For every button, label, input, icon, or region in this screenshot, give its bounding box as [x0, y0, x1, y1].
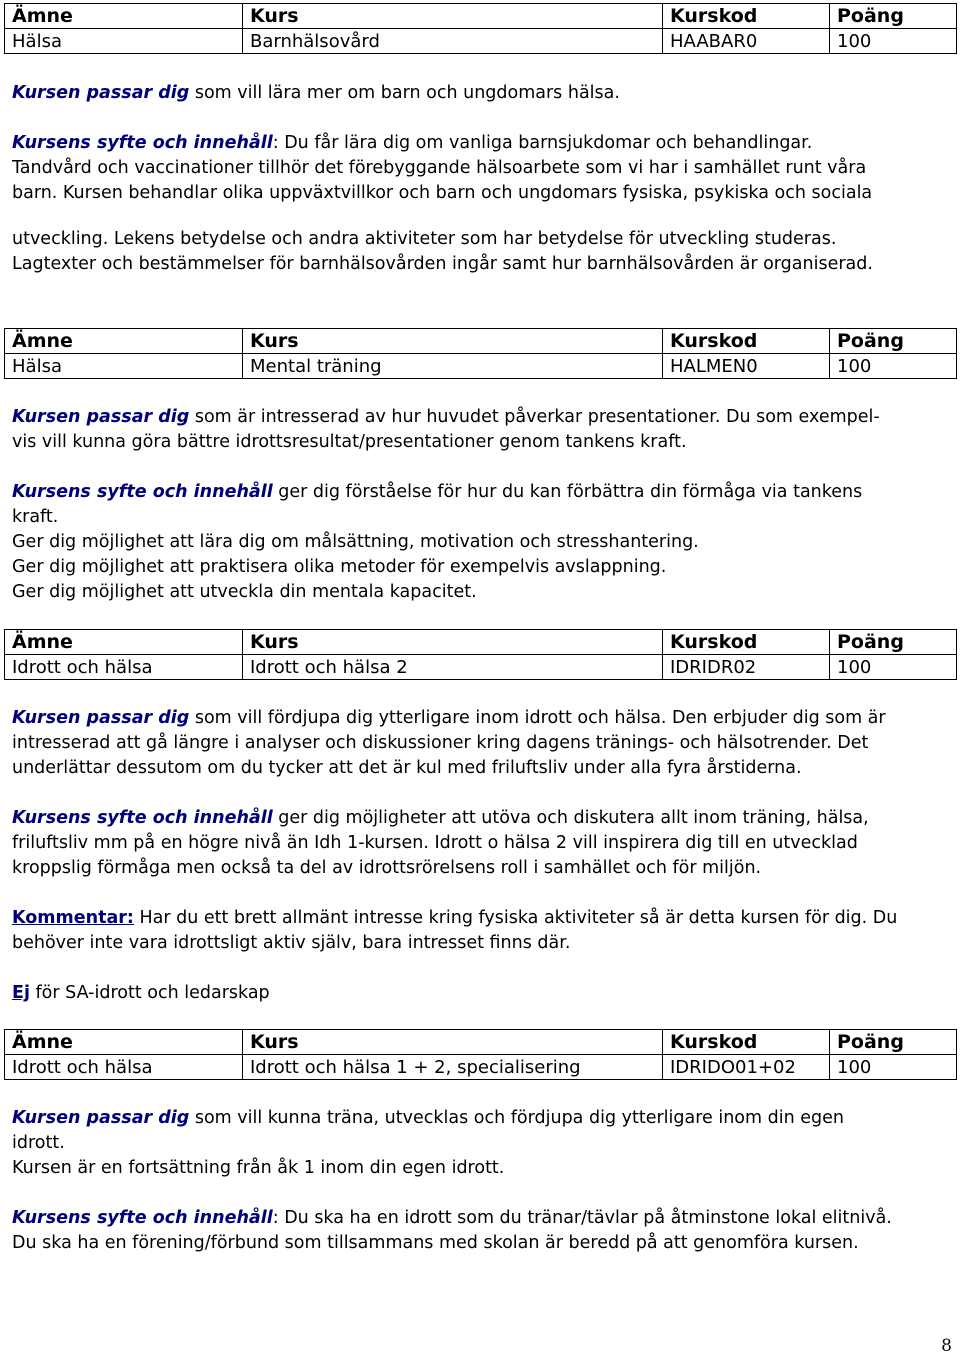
header-points: Poäng [830, 4, 957, 29]
passar-label: Kursen passar dig [12, 83, 190, 103]
cell-subject: Hälsa [5, 354, 243, 379]
passar-label: Kursen passar dig [12, 407, 190, 427]
syfte-line: Ger dig möjlighet att utveckla din mentala kapacitet. [12, 582, 477, 602]
header-code: Kurskod [663, 630, 830, 655]
table-row [5, 655, 957, 680]
course-idrott-halsa-specialisering [4, 1029, 956, 1256]
table-row [5, 354, 957, 379]
syfte-line: Du ska ha en idrott som du tränar/tävlar på åtminstone lokal elitnivå. [284, 1208, 892, 1228]
cell-course: Mental träning [243, 354, 663, 379]
cell-code: IDRIDO01+02 [663, 1055, 830, 1080]
page-number: 8 [941, 1336, 952, 1356]
course-barnhalsovard [4, 3, 956, 277]
cell-code: HAABAR0 [663, 29, 830, 54]
passar-paragraph [12, 1106, 956, 1181]
cell-subject: Idrott och hälsa [5, 1055, 243, 1080]
syfte-line: Tandvård och vaccinationer tillhör det förebyggande hälsoarbete som vi har i samhället runt våra [12, 158, 867, 178]
syfte-paragraph [12, 1206, 956, 1256]
course-table [4, 3, 957, 54]
syfte-label: Kursens syfte och innehåll [12, 1208, 273, 1228]
syfte-label: Kursens syfte och innehåll [12, 808, 273, 828]
cell-course: Idrott och hälsa 1 + 2, specialisering [243, 1055, 663, 1080]
passar-label: Kursen passar dig [12, 708, 190, 728]
syfte-line: kroppslig förmåga men också ta del av idrottsrörelsens roll i samhället och för miljön. [12, 858, 762, 878]
header-course: Kurs [243, 329, 663, 354]
header-course: Kurs [243, 1030, 663, 1055]
cell-code: HALMEN0 [663, 354, 830, 379]
syfte-paragraph [12, 131, 956, 277]
header-code: Kurskod [663, 1030, 830, 1055]
syfte-line: ger dig möjligheter att utöva och diskutera allt inom träning, hälsa, [272, 808, 869, 828]
kommentar-line: Har du ett brett allmänt intresse kring fysiska aktiviteter så är detta kursen för dig. Du [133, 908, 898, 928]
kommentar-line: behöver inte vara idrottsligt aktiv själv, bara intresset finns där. [12, 933, 571, 953]
kommentar-paragraph [12, 906, 956, 956]
passar-line: som vill kunna träna, utvecklas och fördjupa dig ytterligare inom din egen [189, 1108, 844, 1128]
kommentar-label: Kommentar: [12, 908, 134, 928]
cell-points: 100 [830, 1055, 957, 1080]
course-table [4, 629, 957, 680]
passar-line: som vill fördjupa dig ytterligare inom idrott och hälsa. Den erbjuder dig som är [189, 708, 886, 728]
header-subject: Ämne [5, 1030, 243, 1055]
header-course: Kurs [243, 4, 663, 29]
passar-text: som vill lära mer om barn och ungdomars hälsa. [189, 83, 620, 103]
cell-code: IDRIDR02 [663, 655, 830, 680]
passar-line: underlättar dessutom om du tycker att det är kul med friluftsliv under alla fyra årstiderna. [12, 758, 802, 778]
syfte-line: kraft. [12, 507, 59, 527]
passar-paragraph [12, 81, 956, 106]
syfte-line: Ger dig möjlighet att praktisera olika metoder för exempelvis avslappning. [12, 557, 667, 577]
syfte-line: utveckling. Lekens betydelse och andra aktiviteter som har betydelse för utveckling studeras. [12, 229, 837, 249]
syfte-separator: : [272, 133, 285, 153]
header-subject: Ämne [5, 4, 243, 29]
syfte-separator: : [272, 1208, 285, 1228]
ej-label: Ej [12, 983, 30, 1003]
table-header-row [5, 329, 957, 354]
header-points: Poäng [830, 329, 957, 354]
passar-paragraph [12, 405, 956, 455]
passar-line: intresserad att gå längre i analyser och diskussioner kring dagens tränings- och hälsotrender. Det [12, 733, 869, 753]
table-header-row [5, 630, 957, 655]
cell-points: 100 [830, 655, 957, 680]
course-idrott-halsa-2 [4, 629, 956, 1006]
syfte-paragraph [12, 806, 956, 881]
header-points: Poäng [830, 1030, 957, 1055]
syfte-paragraph [12, 480, 956, 605]
syfte-line: friluftsliv mm på en högre nivå än Idh 1-kursen. Idrott o hälsa 2 vill inspirera dig till en utvecklad [12, 833, 858, 853]
header-subject: Ämne [5, 630, 243, 655]
header-points: Poäng [830, 630, 957, 655]
header-code: Kurskod [663, 329, 830, 354]
ej-text: för SA-idrott och ledarskap [29, 983, 270, 1003]
header-code: Kurskod [663, 4, 830, 29]
syfte-line: Lagtexter och bestämmelser för barnhälsovården ingår samt hur barnhälsovården är organiserad. [12, 254, 873, 274]
cell-points: 100 [830, 29, 957, 54]
table-row [5, 29, 957, 54]
syfte-line: Ger dig möjlighet att lära dig om målsättning, motivation och stresshantering. [12, 532, 699, 552]
table-header-row [5, 4, 957, 29]
cell-subject: Hälsa [5, 29, 243, 54]
cell-course: Barnhälsovård [243, 29, 663, 54]
header-subject: Ämne [5, 329, 243, 354]
cell-course: Idrott och hälsa 2 [243, 655, 663, 680]
passar-line: Kursen är en fortsättning från åk 1 inom din egen idrott. [12, 1158, 505, 1178]
passar-line: som är intresserad av hur huvudet påverkar presentationer. Du som exempel- [189, 407, 880, 427]
course-table [4, 328, 957, 379]
syfte-label: Kursens syfte och innehåll [12, 482, 273, 502]
cell-subject: Idrott och hälsa [5, 655, 243, 680]
course-mental-traning [4, 328, 956, 605]
syfte-line: ger dig förståelse för hur du kan förbättra din förmåga via tankens [272, 482, 863, 502]
table-header-row [5, 1030, 957, 1055]
syfte-line: barn. Kursen behandlar olika uppväxtvillkor och barn och ungdomars fysiska, psykiska och sociala [12, 183, 873, 203]
passar-line: idrott. [12, 1133, 65, 1153]
syfte-line: Du ska ha en förening/förbund som tillsammans med skolan är beredd på att genomföra kursen. [12, 1233, 859, 1253]
passar-paragraph [12, 706, 956, 781]
passar-label: Kursen passar dig [12, 1108, 190, 1128]
course-table [4, 1029, 957, 1080]
table-row [5, 1055, 957, 1080]
passar-line: vis vill kunna göra bättre idrottsresultat/presentationer genom tankens kraft. [12, 432, 687, 452]
syfte-line: Du får lära dig om vanliga barnsjukdomar och behandlingar. [284, 133, 813, 153]
cell-points: 100 [830, 354, 957, 379]
ej-paragraph [12, 981, 956, 1006]
syfte-label: Kursens syfte och innehåll [12, 133, 273, 153]
header-course: Kurs [243, 630, 663, 655]
